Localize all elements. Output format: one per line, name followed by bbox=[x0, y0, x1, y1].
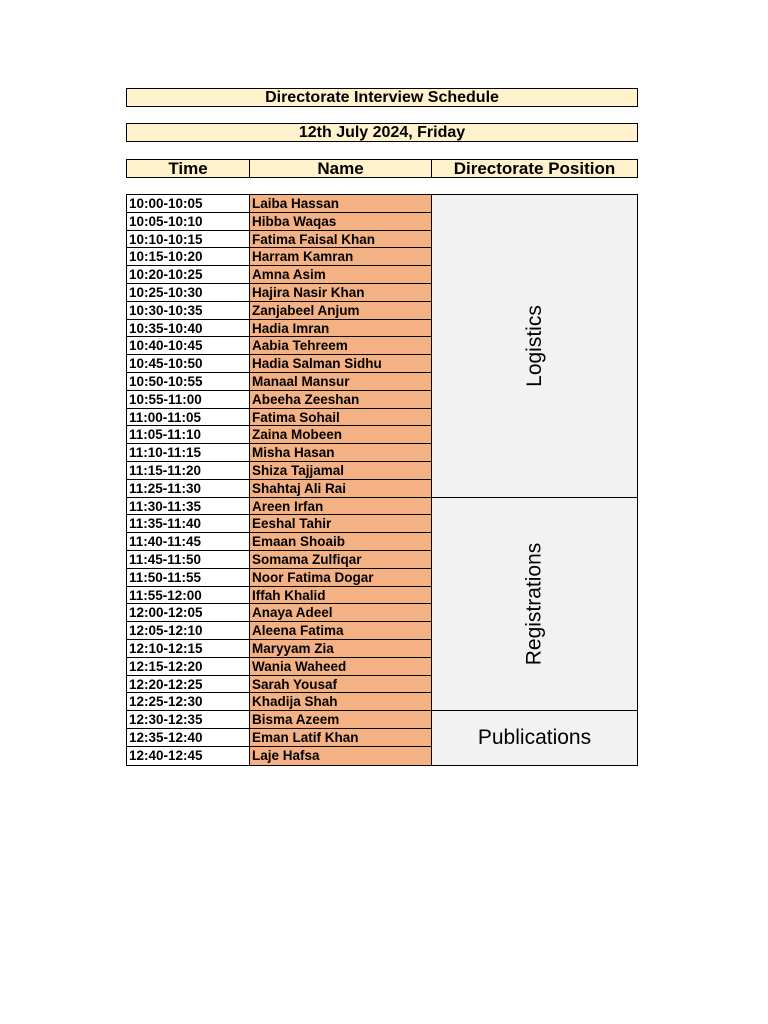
time-slot-cell: 10:00-10:05 bbox=[127, 195, 249, 213]
candidate-name-cell: Noor Fatima Dogar bbox=[250, 569, 431, 587]
candidate-name-cell: Eeshal Tahir bbox=[250, 515, 431, 533]
time-slot-cell: 11:25-11:30 bbox=[127, 480, 249, 498]
header-time: Time bbox=[127, 160, 250, 177]
candidate-name-cell: Manaal Mansur bbox=[250, 373, 431, 391]
schedule-table bbox=[126, 194, 638, 766]
candidate-name-cell: Zaina Mobeen bbox=[250, 426, 431, 444]
header-name: Name bbox=[250, 160, 432, 177]
time-slot-cell: 10:50-10:55 bbox=[127, 373, 249, 391]
time-slot-cell: 11:40-11:45 bbox=[127, 533, 249, 551]
time-slot-cell: 12:00-12:05 bbox=[127, 604, 249, 622]
candidate-name-cell: Areen Irfan bbox=[250, 498, 431, 516]
time-slot-cell: 12:30-12:35 bbox=[127, 711, 249, 729]
time-slot-cell: 11:05-11:10 bbox=[127, 426, 249, 444]
schedule-title: Directorate Interview Schedule bbox=[126, 88, 638, 107]
time-slot-cell: 10:25-10:30 bbox=[127, 284, 249, 302]
position-label: Publications bbox=[477, 725, 592, 749]
candidate-name-cell: Emaan Shoaib bbox=[250, 533, 431, 551]
time-slot-cell: 10:40-10:45 bbox=[127, 337, 249, 355]
time-slot-cell: 10:15-10:20 bbox=[127, 248, 249, 266]
candidate-name-cell: Fatima Sohail bbox=[250, 409, 431, 427]
candidate-name-cell: Shiza Tajjamal bbox=[250, 462, 431, 480]
candidate-name-cell: Khadija Shah bbox=[250, 693, 431, 711]
time-slot-cell: 12:20-12:25 bbox=[127, 676, 249, 694]
time-column bbox=[127, 195, 250, 765]
candidate-name-cell: Zanjabeel Anjum bbox=[250, 302, 431, 320]
name-column bbox=[250, 195, 432, 765]
time-slot-cell: 12:15-12:20 bbox=[127, 658, 249, 676]
column-header-row bbox=[126, 159, 638, 178]
schedule-date: 12th July 2024, Friday bbox=[126, 123, 638, 142]
position-column bbox=[432, 195, 637, 765]
candidate-name-cell: Bisma Azeem bbox=[250, 711, 431, 729]
time-slot-cell: 11:15-11:20 bbox=[127, 462, 249, 480]
header-position: Directorate Position bbox=[453, 159, 616, 178]
candidate-name-cell: Fatima Faisal Khan bbox=[250, 231, 431, 249]
candidate-name-cell: Somama Zulfiqar bbox=[250, 551, 431, 569]
candidate-name-cell: Laiba Hassan bbox=[250, 195, 431, 213]
time-slot-cell: 11:55-12:00 bbox=[127, 587, 249, 605]
candidate-name-cell: Maryyam Zia bbox=[250, 640, 431, 658]
time-slot-cell: 11:10-11:15 bbox=[127, 444, 249, 462]
candidate-name-cell: Hadia Salman Sidhu bbox=[250, 355, 431, 373]
time-slot-cell: 10:10-10:15 bbox=[127, 231, 249, 249]
time-slot-cell: 11:35-11:40 bbox=[127, 515, 249, 533]
candidate-name-cell: Abeeha Zeeshan bbox=[250, 391, 431, 409]
candidate-name-cell: Aabia Tehreem bbox=[250, 337, 431, 355]
candidate-name-cell: Hajira Nasir Khan bbox=[250, 284, 431, 302]
position-block bbox=[432, 711, 637, 764]
time-slot-cell: 12:10-12:15 bbox=[127, 640, 249, 658]
time-slot-cell: 12:05-12:10 bbox=[127, 622, 249, 640]
time-slot-cell: 11:50-11:55 bbox=[127, 569, 249, 587]
time-slot-cell: 11:00-11:05 bbox=[127, 409, 249, 427]
time-slot-cell: 10:30-10:35 bbox=[127, 302, 249, 320]
candidate-name-cell: Hadia Imran bbox=[250, 320, 431, 338]
time-slot-cell: 12:35-12:40 bbox=[127, 729, 249, 747]
candidate-name-cell: Aleena Fatima bbox=[250, 622, 431, 640]
position-label: Logistics bbox=[522, 304, 546, 387]
time-slot-cell: 10:55-11:00 bbox=[127, 391, 249, 409]
position-label: Registrations bbox=[522, 542, 546, 666]
time-slot-cell: 10:35-10:40 bbox=[127, 320, 249, 338]
time-slot-cell: 10:05-10:10 bbox=[127, 213, 249, 231]
candidate-name-cell: Iffah Khalid bbox=[250, 587, 431, 605]
candidate-name-cell: Wania Waheed bbox=[250, 658, 431, 676]
candidate-name-cell: Amna Asim bbox=[250, 266, 431, 284]
position-block bbox=[432, 195, 637, 498]
candidate-name-cell: Laje Hafsa bbox=[252, 747, 320, 763]
time-slot-cell: 10:45-10:50 bbox=[127, 355, 249, 373]
candidate-name-cell: Harram Kamran bbox=[250, 248, 431, 266]
time-slot-cell: 10:20-10:25 bbox=[127, 266, 249, 284]
candidate-name-cell: Misha Hasan bbox=[250, 444, 431, 462]
candidate-name-cell: Sarah Yousaf bbox=[250, 676, 431, 694]
candidate-name-cell: Hibba Waqas bbox=[250, 213, 431, 231]
time-slot-cell: 11:30-11:35 bbox=[127, 498, 249, 516]
candidate-name-cell: Shahtaj Ali Rai bbox=[250, 480, 431, 498]
position-block bbox=[432, 498, 637, 712]
time-slot-cell: 11:45-11:50 bbox=[127, 551, 249, 569]
time-slot-cell: 12:40-12:45 bbox=[129, 747, 203, 763]
candidate-name-cell: Eman Latif Khan bbox=[250, 729, 431, 747]
time-slot-cell: 12:25-12:30 bbox=[127, 693, 249, 711]
candidate-name-cell: Anaya Adeel bbox=[250, 604, 431, 622]
